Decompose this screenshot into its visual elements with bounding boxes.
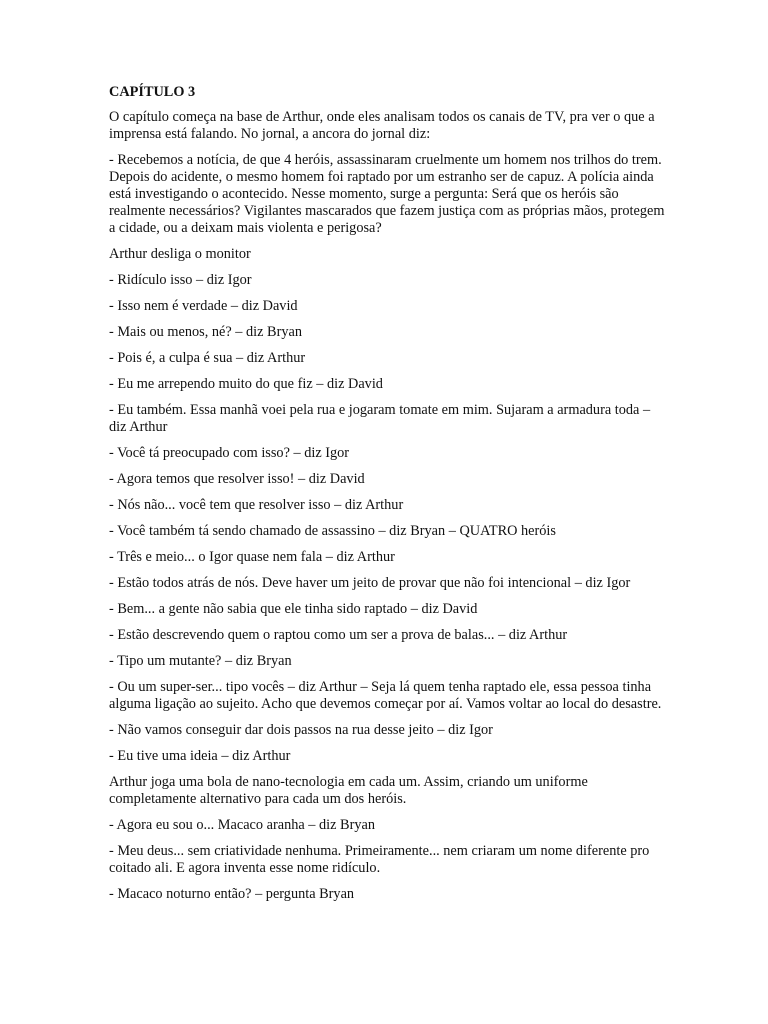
dialogue-line: - Tipo um mutante? – diz Bryan	[109, 653, 292, 669]
dialogue-line: - Você também tá sendo chamado de assassino – diz Bryan – QUATRO heróis	[109, 523, 556, 539]
dialogue-line: - Ou um super-ser... tipo vocês – diz Arthur – Seja lá quem tenha raptado ele, essa pessoa tinha alguma ligação ao sujeito. Acho que devemos começar por aí. Vamos voltar ao local do desastre.	[109, 679, 662, 712]
document-page	[109, 84, 669, 912]
paragraph: Arthur desliga o monitor	[109, 246, 251, 262]
dialogue-line: - Não vamos conseguir dar dois passos na rua desse jeito – diz Igor	[109, 722, 493, 738]
dialogue-line: - Pois é, a culpa é sua – diz Arthur	[109, 350, 306, 366]
dialogue-line: - Mais ou menos, né? – diz Bryan	[109, 324, 302, 340]
dialogue-line: - Ridículo isso – diz Igor	[109, 272, 252, 288]
paragraph-narration: Arthur joga uma bola de nano-tecnologia em cada um. Assim, criando um uniforme completamente alternativo para cada um dos heróis.	[109, 774, 588, 807]
dialogue-line: - Isso nem é verdade – diz David	[109, 298, 298, 314]
dialogue-line: - Eu também. Essa manhã voei pela rua e jogaram tomate em mim. Sujaram a armadura toda – diz Arthur	[109, 402, 651, 435]
dialogue-line: - Agora temos que resolver isso! – diz David	[109, 471, 365, 487]
dialogue-line: - Estão descrevendo quem o raptou como um ser a prova de balas... – diz Arthur	[109, 627, 568, 643]
dialogue-line: - Macaco noturno então? – pergunta Bryan	[109, 886, 355, 902]
paragraph-intro: O capítulo começa na base de Arthur, onde eles analisam todos os canais de TV, pra ver o que a imprensa está falando. No jornal, a ancora do jornal diz:	[109, 109, 655, 142]
chapter-title: CAPÍTULO 3	[109, 84, 196, 100]
dialogue-line: - Você tá preocupado com isso? – diz Igor	[109, 445, 350, 461]
dialogue-line: - Bem... a gente não sabia que ele tinha sido raptado – diz David	[109, 601, 478, 617]
dialogue-line: - Eu tive uma ideia – diz Arthur	[109, 748, 291, 764]
dialogue-line: - Agora eu sou o... Macaco aranha – diz Bryan	[109, 817, 375, 833]
dialogue-line: - Três e meio... o Igor quase nem fala – diz Arthur	[109, 549, 395, 565]
paragraph-news-report: - Recebemos a notícia, de que 4 heróis, assassinaram cruelmente um homem nos trilhos do trem. Depois do acidente, o mesmo homem foi raptado por um estranho ser de capuz. A polícia ainda está investigando o acontecido. Nesse momento, surge a pergunta: Será que os heróis são realmente necessários? Vigilantes mascarados que fazem justiça com as próprias mãos, protegem a cidade, ou a deixam mais violenta e perigosa?	[109, 152, 665, 236]
dialogue-line: - Meu deus... sem criatividade nenhuma. Primeiramente... nem criaram um nome diferente pro coitado ali. E agora inventa esse nome ridículo.	[109, 843, 650, 876]
dialogue-line: - Nós não... você tem que resolver isso – diz Arthur	[109, 497, 404, 513]
dialogue-line: - Eu me arrependo muito do que fiz – diz David	[109, 376, 383, 392]
dialogue-line: - Estão todos atrás de nós. Deve haver um jeito de provar que não foi intencional – diz Igor	[109, 575, 631, 591]
